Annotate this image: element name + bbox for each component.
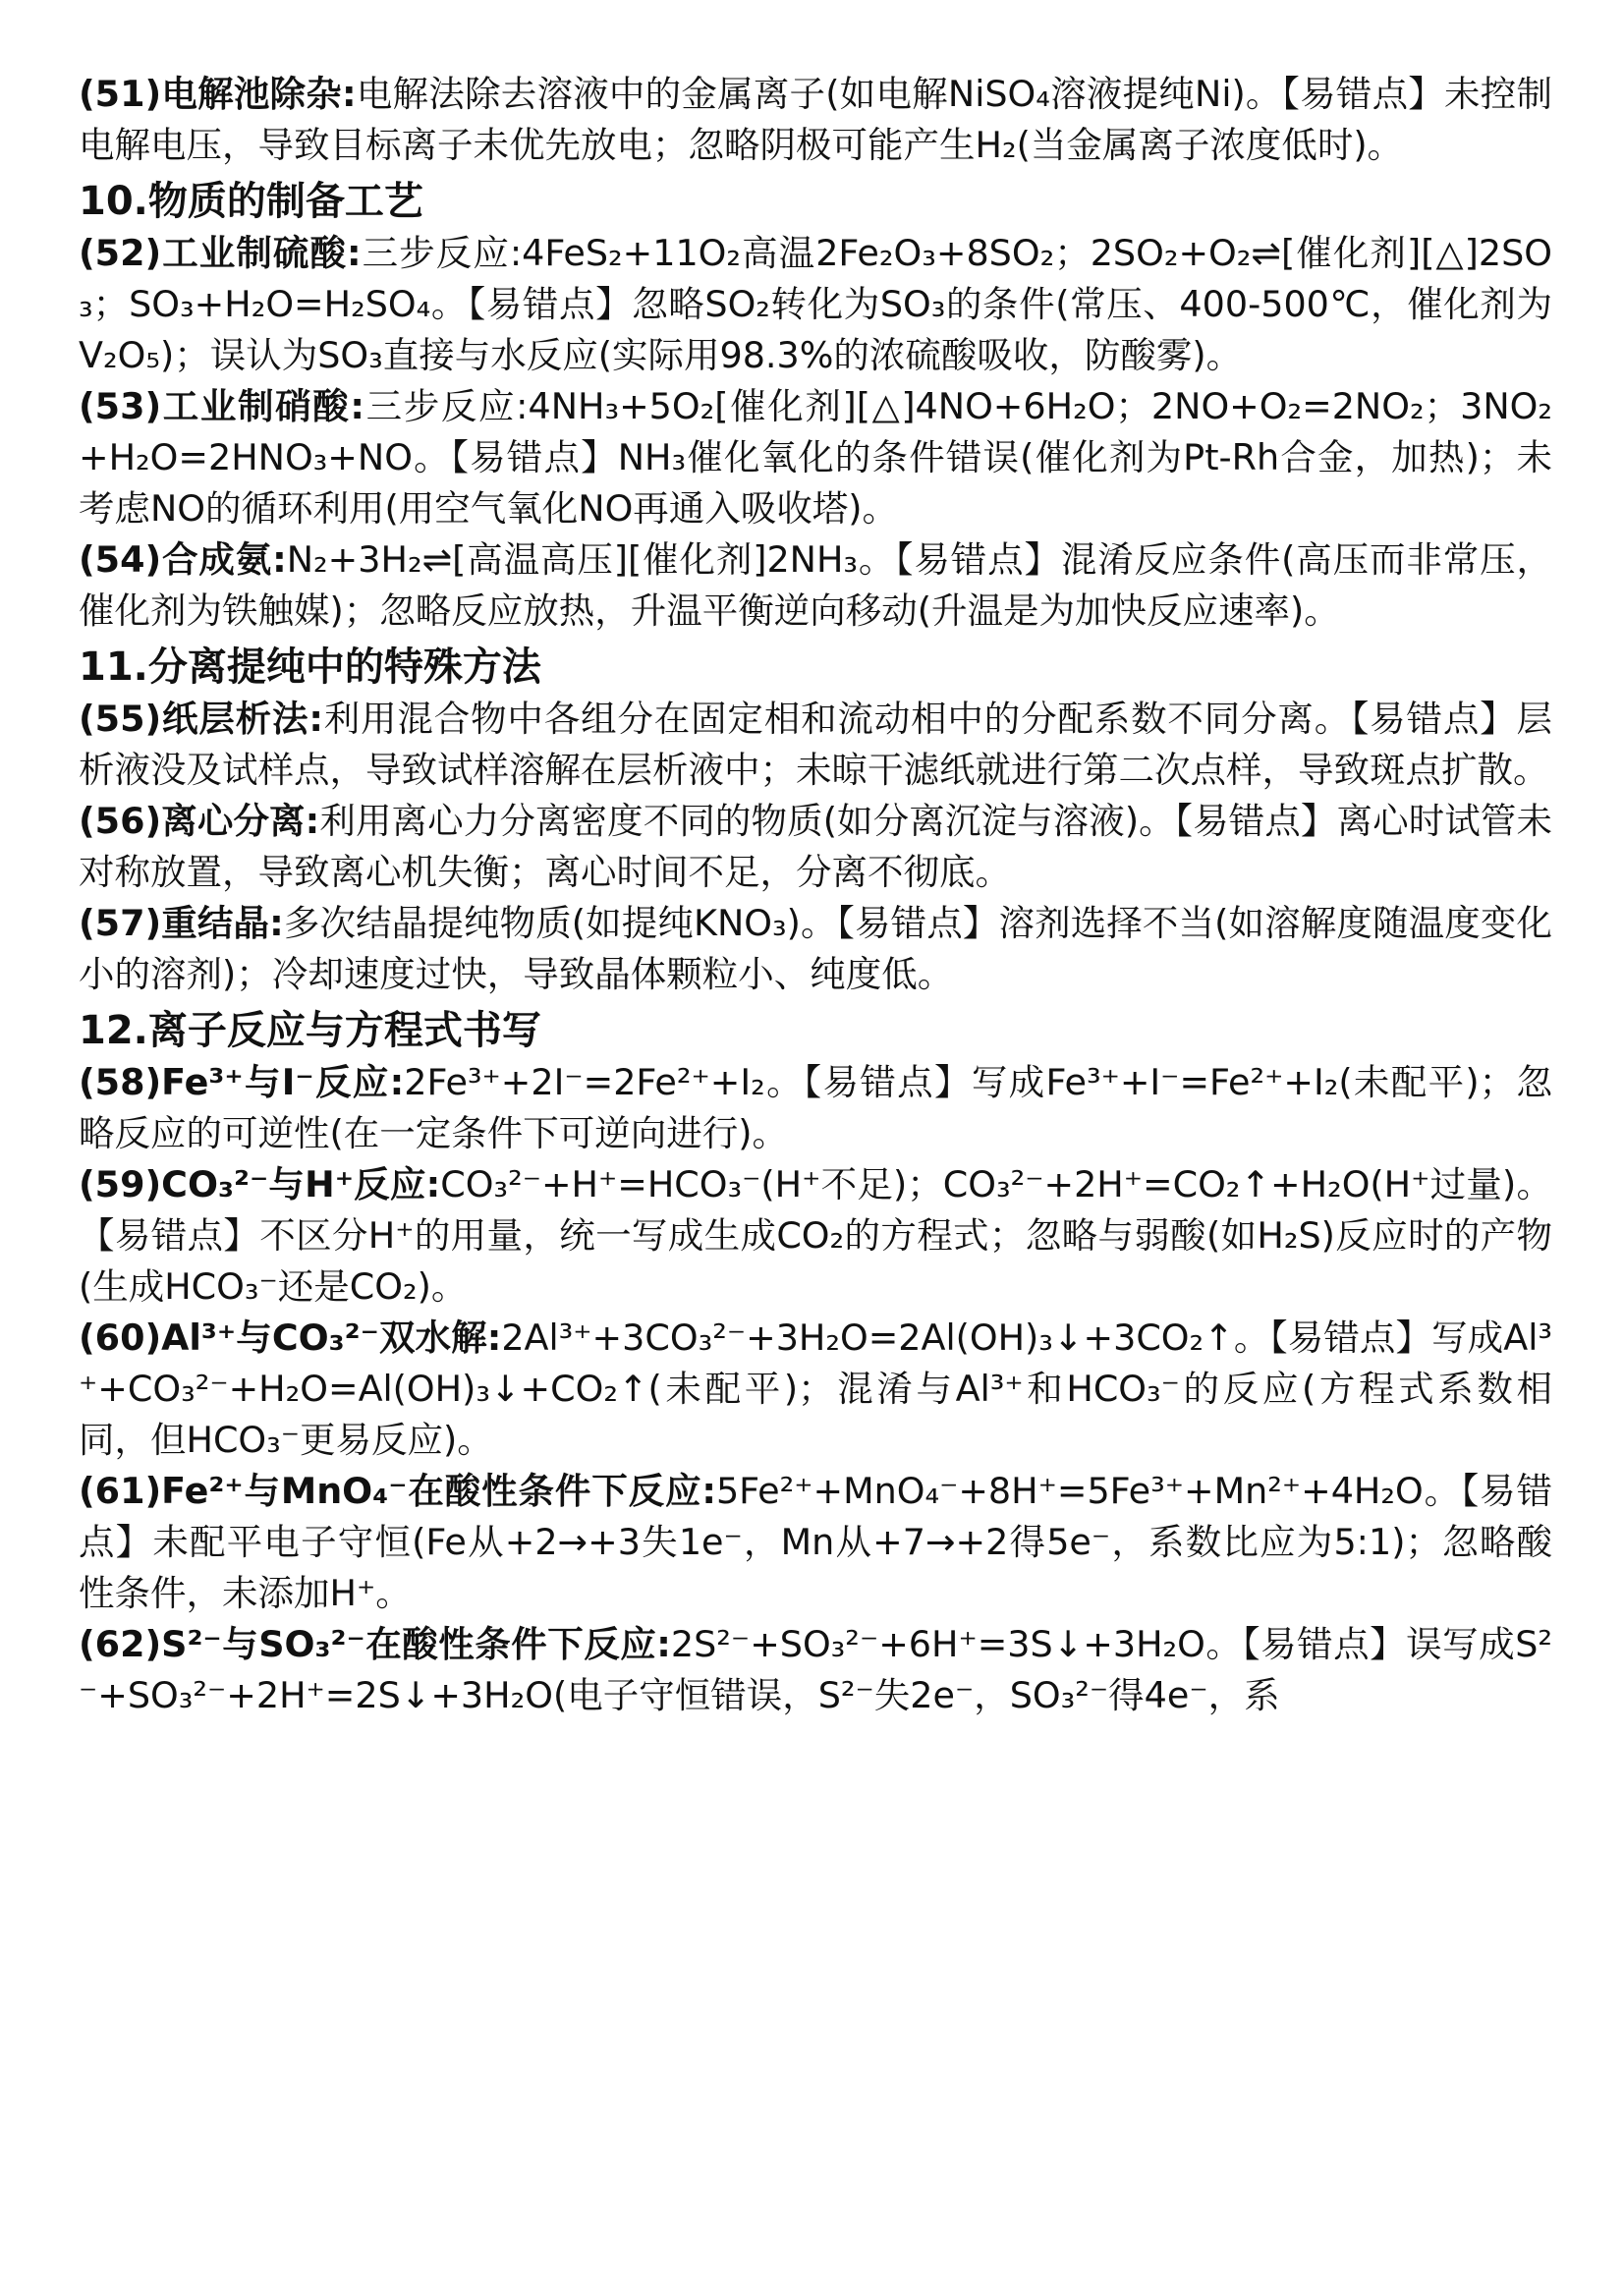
entry-59 <box>79 1159 1552 1313</box>
entry-text: 电解法除去溶液中的金属离子(如电解NiSO₄溶液提纯Ni)。【易错点】未控制电解电压，导致目标离子未优先放电；忽略阴极可能产生H₂(当金属离子浓度低时)。 <box>79 73 1552 166</box>
entry-60 <box>79 1313 1552 1466</box>
entry-label: (54)合成氨: <box>79 538 287 581</box>
entry-label: (57)重结晶: <box>79 902 284 944</box>
entry-label: (58)Fe³⁺与I⁻反应: <box>79 1061 405 1103</box>
entry-text: CO₃²⁻+H⁺=HCO₃⁻(H⁺不足)；CO₃²⁻+2H⁺=CO₂↑+H₂O(H⁺过量)。【易错点】不区分H⁺的用量，统一写成生成CO₂的方程式；忽略与弱酸(如H₂S)反应时的产物(生成HCO₃⁻还是CO₂)。 <box>79 1163 1552 1308</box>
section-heading-10: 10.物质的制备工艺 <box>79 179 423 224</box>
entry-text: 5Fe²⁺+MnO₄⁻+8H⁺=5Fe³⁺+Mn²⁺+4H₂O。【易错点】未配平电子守恒(Fe从+2→+3失1e⁻，Mn从+7→+2得5e⁻，系数比应为5:1)；忽略酸性条件，未添加H⁺。 <box>79 1470 1552 1614</box>
entry-label: (56)离心分离: <box>79 800 320 842</box>
entry-57 <box>79 898 1552 1000</box>
entry-label: (59)CO₃²⁻与H⁺反应: <box>79 1163 441 1205</box>
entry-58 <box>79 1057 1552 1159</box>
entry-62 <box>79 1619 1552 1721</box>
entry-61 <box>79 1466 1552 1619</box>
entry-label: (51)电解池除杂: <box>79 73 357 115</box>
entry-label: (60)Al³⁺与CO₃²⁻双水解: <box>79 1316 502 1359</box>
entry-55 <box>79 694 1552 796</box>
entry-51 <box>79 69 1552 171</box>
entry-56 <box>79 796 1552 898</box>
entry-label: (62)S²⁻与SO₃²⁻在酸性条件下反应: <box>79 1623 671 1665</box>
entry-52 <box>79 228 1552 381</box>
entry-text: 2Al³⁺+3CO₃²⁻+3H₂O=2Al(OH)₃↓+3CO₂↑。【易错点】写成Al³⁺+CO₃²⁻+H₂O=Al(OH)₃↓+CO₂↑(未配平)；混淆与Al³⁺和HCO₃⁻的反应(方程式系数相同，但HCO₃⁻更易反应)。 <box>79 1316 1552 1461</box>
entry-label: (52)工业制硫酸: <box>79 232 362 274</box>
entry-54 <box>79 534 1552 637</box>
entry-text: 利用离心力分离密度不同的物质(如分离沉淀与溶液)。【易错点】离心时试管未对称放置，导致离心机失衡；离心时间不足，分离不彻底。 <box>79 800 1552 893</box>
document-page <box>79 69 1552 1721</box>
section-heading-11: 11.分离提纯中的特殊方法 <box>79 644 541 690</box>
entry-text: 三步反应:4NH₃+5O₂[催化剂][△]4NO+6H₂O；2NO+O₂=2NO₂；3NO₂+H₂O=2HNO₃+NO。【易错点】NH₃催化氧化的条件错误(催化剂为Pt-Rh合金，加热)；未考虑NO的循环利用(用空气氧化NO再通入吸收塔)。 <box>79 385 1552 530</box>
entry-label: (61)Fe²⁺与MnO₄⁻在酸性条件下反应: <box>79 1470 716 1512</box>
entry-label: (53)工业制硝酸: <box>79 385 365 427</box>
entry-text: 2Fe³⁺+2I⁻=2Fe²⁺+I₂。【易错点】写成Fe³⁺+I⁻=Fe²⁺+I₂(未配平)；忽略反应的可逆性(在一定条件下可逆向进行)。 <box>79 1061 1552 1154</box>
entry-text: 三步反应:4FeS₂+11O₂高温2Fe₂O₃+8SO₂；2SO₂+O₂⇌[催化剂][△]2SO₃；SO₃+H₂O=H₂SO₄。【易错点】忽略SO₂转化为SO₃的条件(常压、400-500℃，催化剂为V₂O₅)；误认为SO₃直接与水反应(实际用98.3%的浓硫酸吸收，防酸雾)。 <box>79 232 1552 376</box>
entry-text: 2S²⁻+SO₃²⁻+6H⁺=3S↓+3H₂O。【易错点】误写成S²⁻+SO₃²⁻+2H⁺=2S↓+3H₂O(电子守恒错误，S²⁻失2e⁻，SO₃²⁻得4e⁻，系 <box>79 1623 1552 1716</box>
entry-text: N₂+3H₂⇌[高温高压][催化剂]2NH₃。【易错点】混淆反应条件(高压而非常压，催化剂为铁触媒)；忽略反应放热，升温平衡逆向移动(升温是为加快反应速率)。 <box>79 538 1552 632</box>
entry-53 <box>79 381 1552 534</box>
entry-label: (55)纸层析法: <box>79 698 323 740</box>
section-heading-12: 12.离子反应与方程式书写 <box>79 1008 541 1053</box>
entry-text: 多次结晶提纯物质(如提纯KNO₃)。【易错点】溶剂选择不当(如溶解度随温度变化小的溶剂)；冷却速度过快，导致晶体颗粒小、纯度低。 <box>79 902 1552 995</box>
entry-text: 利用混合物中各组分在固定相和流动相中的分配系数不同分离。【易错点】层析液没及试样点，导致试样溶解在层析液中；未晾干滤纸就进行第二次点样，导致斑点扩散。 <box>79 698 1552 791</box>
